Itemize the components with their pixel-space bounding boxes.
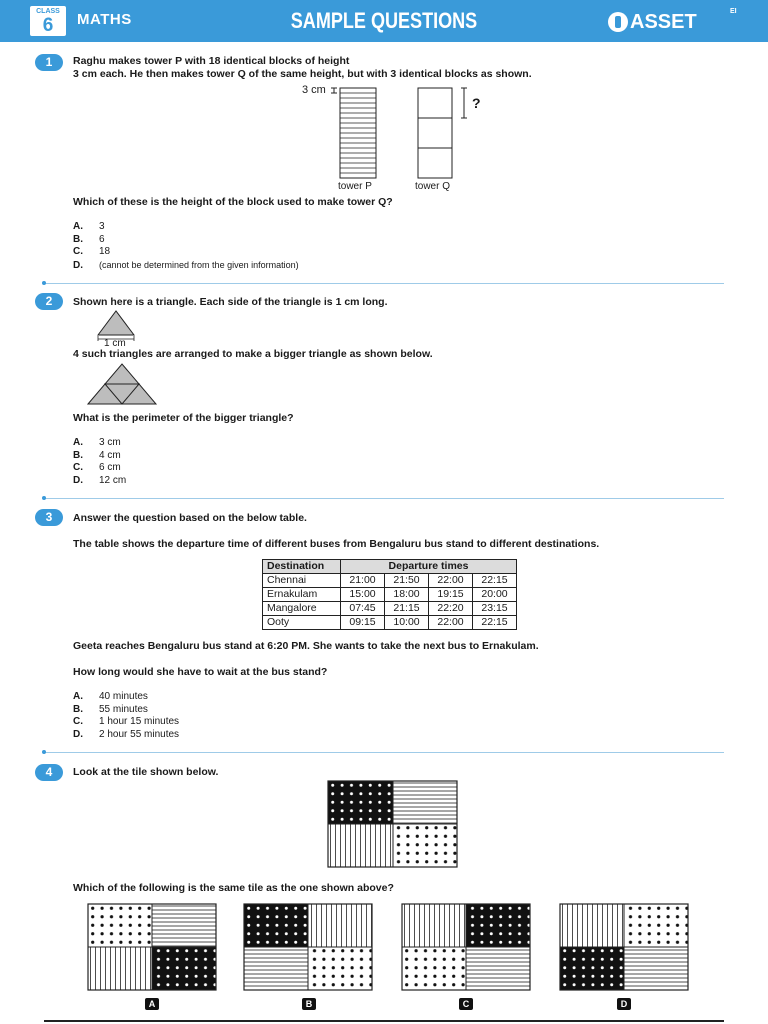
unknown-height-label: ? (472, 95, 481, 111)
table-row: Ernakulam 15:00 18:00 19:15 20:00 (263, 588, 517, 602)
q1-line2: 3 cm each. He then makes tower Q of the same height, but with 3 identical blocks as shown. (73, 68, 532, 80)
table-header-row (263, 560, 517, 574)
page-title: SAMPLE QUESTIONS (290, 8, 478, 33)
table-row: Ooty 09:15 10:00 22:00 22:15 (263, 616, 517, 630)
table-row: Mangalore 07:45 21:15 22:20 23:15 (263, 602, 517, 616)
tower-p-label: tower P (338, 181, 372, 192)
q2-option-b[interactable]: B. 4 cm (73, 449, 121, 461)
section-divider (44, 283, 724, 284)
question-number-3: 3 (35, 509, 63, 526)
section-divider (44, 752, 724, 753)
q3-option-b[interactable]: B. 55 minutes (73, 703, 148, 715)
page-bottom-rule (44, 1020, 724, 1022)
question-number-2: 2 (35, 293, 63, 310)
q3-line1: Answer the question based on the below table. (73, 512, 307, 524)
table-row: Chennai 21:00 21:50 22:00 22:15 (263, 574, 517, 588)
tile-option-a[interactable] (88, 904, 216, 990)
q1-option-a[interactable]: A. 3 (73, 221, 105, 232)
q3-options (73, 691, 179, 741)
q3-line3: Geeta reaches Bengaluru bus stand at 6:20 PM. She wants to take the next bus to Ernakulam. (73, 640, 539, 652)
block-height-label: 3 cm (302, 84, 326, 96)
q2-option-d[interactable]: D. 12 cm (73, 474, 127, 486)
q3-option-c[interactable]: C. 1 hour 15 minutes (73, 716, 180, 728)
q4-line1: Look at the tile shown below. (73, 766, 219, 778)
q1-option-d[interactable]: D. (cannot be determined from the given information) (73, 259, 299, 271)
q1-question: Which of these is the height of the block used to make tower Q? (73, 196, 393, 208)
class-label: CLASS (36, 8, 60, 15)
small-triangle-figure (94, 308, 144, 342)
subject-label: MATHS (77, 11, 132, 28)
q2-question: What is the perimeter of the bigger triangle? (73, 412, 294, 424)
class-number: 6 (42, 15, 54, 36)
section-divider (44, 498, 724, 499)
q3-question: How long would she have to wait at the bus stand? (73, 666, 328, 678)
q1-options (73, 221, 299, 272)
tile-option-b[interactable] (244, 904, 372, 990)
question-number-4: 4 (35, 764, 63, 781)
q3-option-a[interactable]: A. 40 minutes (73, 691, 148, 702)
q2-line1: Shown here is a triangle. Each side of the triangle is 1 cm long. (73, 296, 388, 308)
logo-text: ASSET (630, 11, 697, 33)
tile-option-d[interactable] (560, 904, 688, 990)
bus-departure-table (262, 559, 517, 630)
header-destination: Destination (263, 560, 341, 574)
page-header (0, 0, 768, 42)
tile-option-c[interactable] (402, 904, 530, 990)
logo-superscript: EI (730, 8, 737, 15)
q1-option-b[interactable]: B. 6 (73, 233, 105, 245)
side-length-label: 1 cm (104, 338, 126, 349)
q2-options (73, 437, 126, 487)
tower-p (340, 88, 376, 178)
q3-line2: The table shows the departure time of different buses from Bengaluru bus stand to different destinations. (73, 538, 600, 550)
big-triangle-figure (84, 360, 164, 410)
tower-q-label: tower Q (415, 181, 451, 192)
q1-option-c[interactable]: C. 18 (73, 246, 111, 258)
question-number-1: 1 (35, 54, 63, 71)
tile-option-b-label[interactable]: B (302, 998, 316, 1010)
class-badge (30, 6, 66, 36)
header-departure-times: Departure times (341, 560, 517, 574)
q3-option-d[interactable]: D. 2 hour 55 minutes (73, 728, 180, 740)
tile-option-c-label[interactable]: C (459, 998, 473, 1010)
logo-icon (608, 12, 628, 32)
block-height-marker (331, 88, 337, 93)
q4-question: Which of the following is the same tile as the one shown above? (73, 882, 394, 894)
q2-option-c[interactable]: C. 6 cm (73, 462, 121, 474)
q2-line2: 4 such triangles are arranged to make a bigger triangle as shown below. (73, 348, 433, 360)
tower-q (418, 88, 452, 178)
tile-option-d-label[interactable]: D (617, 998, 631, 1010)
tile-option-a-label[interactable]: A (145, 998, 159, 1010)
q2-option-a[interactable]: A. 3 cm (73, 437, 121, 448)
reference-tile (328, 781, 457, 867)
q1-line1: Raghu makes tower P with 18 identical blocks of height (73, 55, 350, 67)
q-height-bracket (461, 88, 467, 118)
